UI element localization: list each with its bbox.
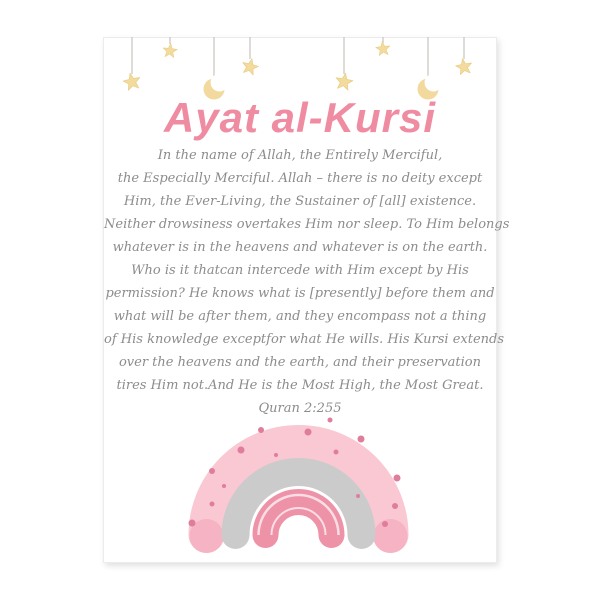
verse-line: what will be after them, and they encompass not a thing: [113, 309, 487, 324]
rainbow-leg-end: [374, 519, 408, 553]
verse-line: Who is it thatcan intercede with Him except by His: [131, 263, 469, 278]
verse-citation: Quran 2:255: [258, 401, 342, 416]
verse-line: tires Him not.And He is the Most High, the Most Great.: [116, 378, 484, 393]
star-icon: [240, 57, 259, 76]
verse-line: In the name of Allah, the Entirely Merciful,: [157, 148, 443, 163]
verse-line: over the heavens and the earth, and their preservation: [118, 355, 482, 370]
strings: [132, 37, 464, 78]
poster-card: [103, 37, 510, 563]
star-icon: [122, 71, 142, 90]
poster-title: Ayat al-Kursi: [163, 94, 437, 141]
verse-line: permission? He knows what is [presently] before them and: [105, 286, 495, 301]
verse-line: of His knowledge exceptfor what He wills. His Kursi extends: [104, 332, 505, 347]
star-icon: [334, 72, 354, 91]
star-icon: [455, 57, 474, 75]
verse-line: Him, the Ever-Living, the Sustainer of [all] existence.: [123, 194, 477, 209]
rainbow-illustration: [104, 416, 496, 562]
verse-line: the Especially Merciful. Allah – there is no deity except: [117, 171, 483, 186]
verse-text: [104, 144, 510, 420]
rainbow-inner-arc: [266, 502, 332, 535]
verse-line: Neither drowsiness overtakes Him nor sleep. To Him belongs: [104, 217, 510, 232]
verse-line: whatever is in the heavens and whatever is on the earth.: [112, 240, 488, 255]
star-icon: [375, 41, 391, 56]
star-icon: [162, 43, 178, 58]
